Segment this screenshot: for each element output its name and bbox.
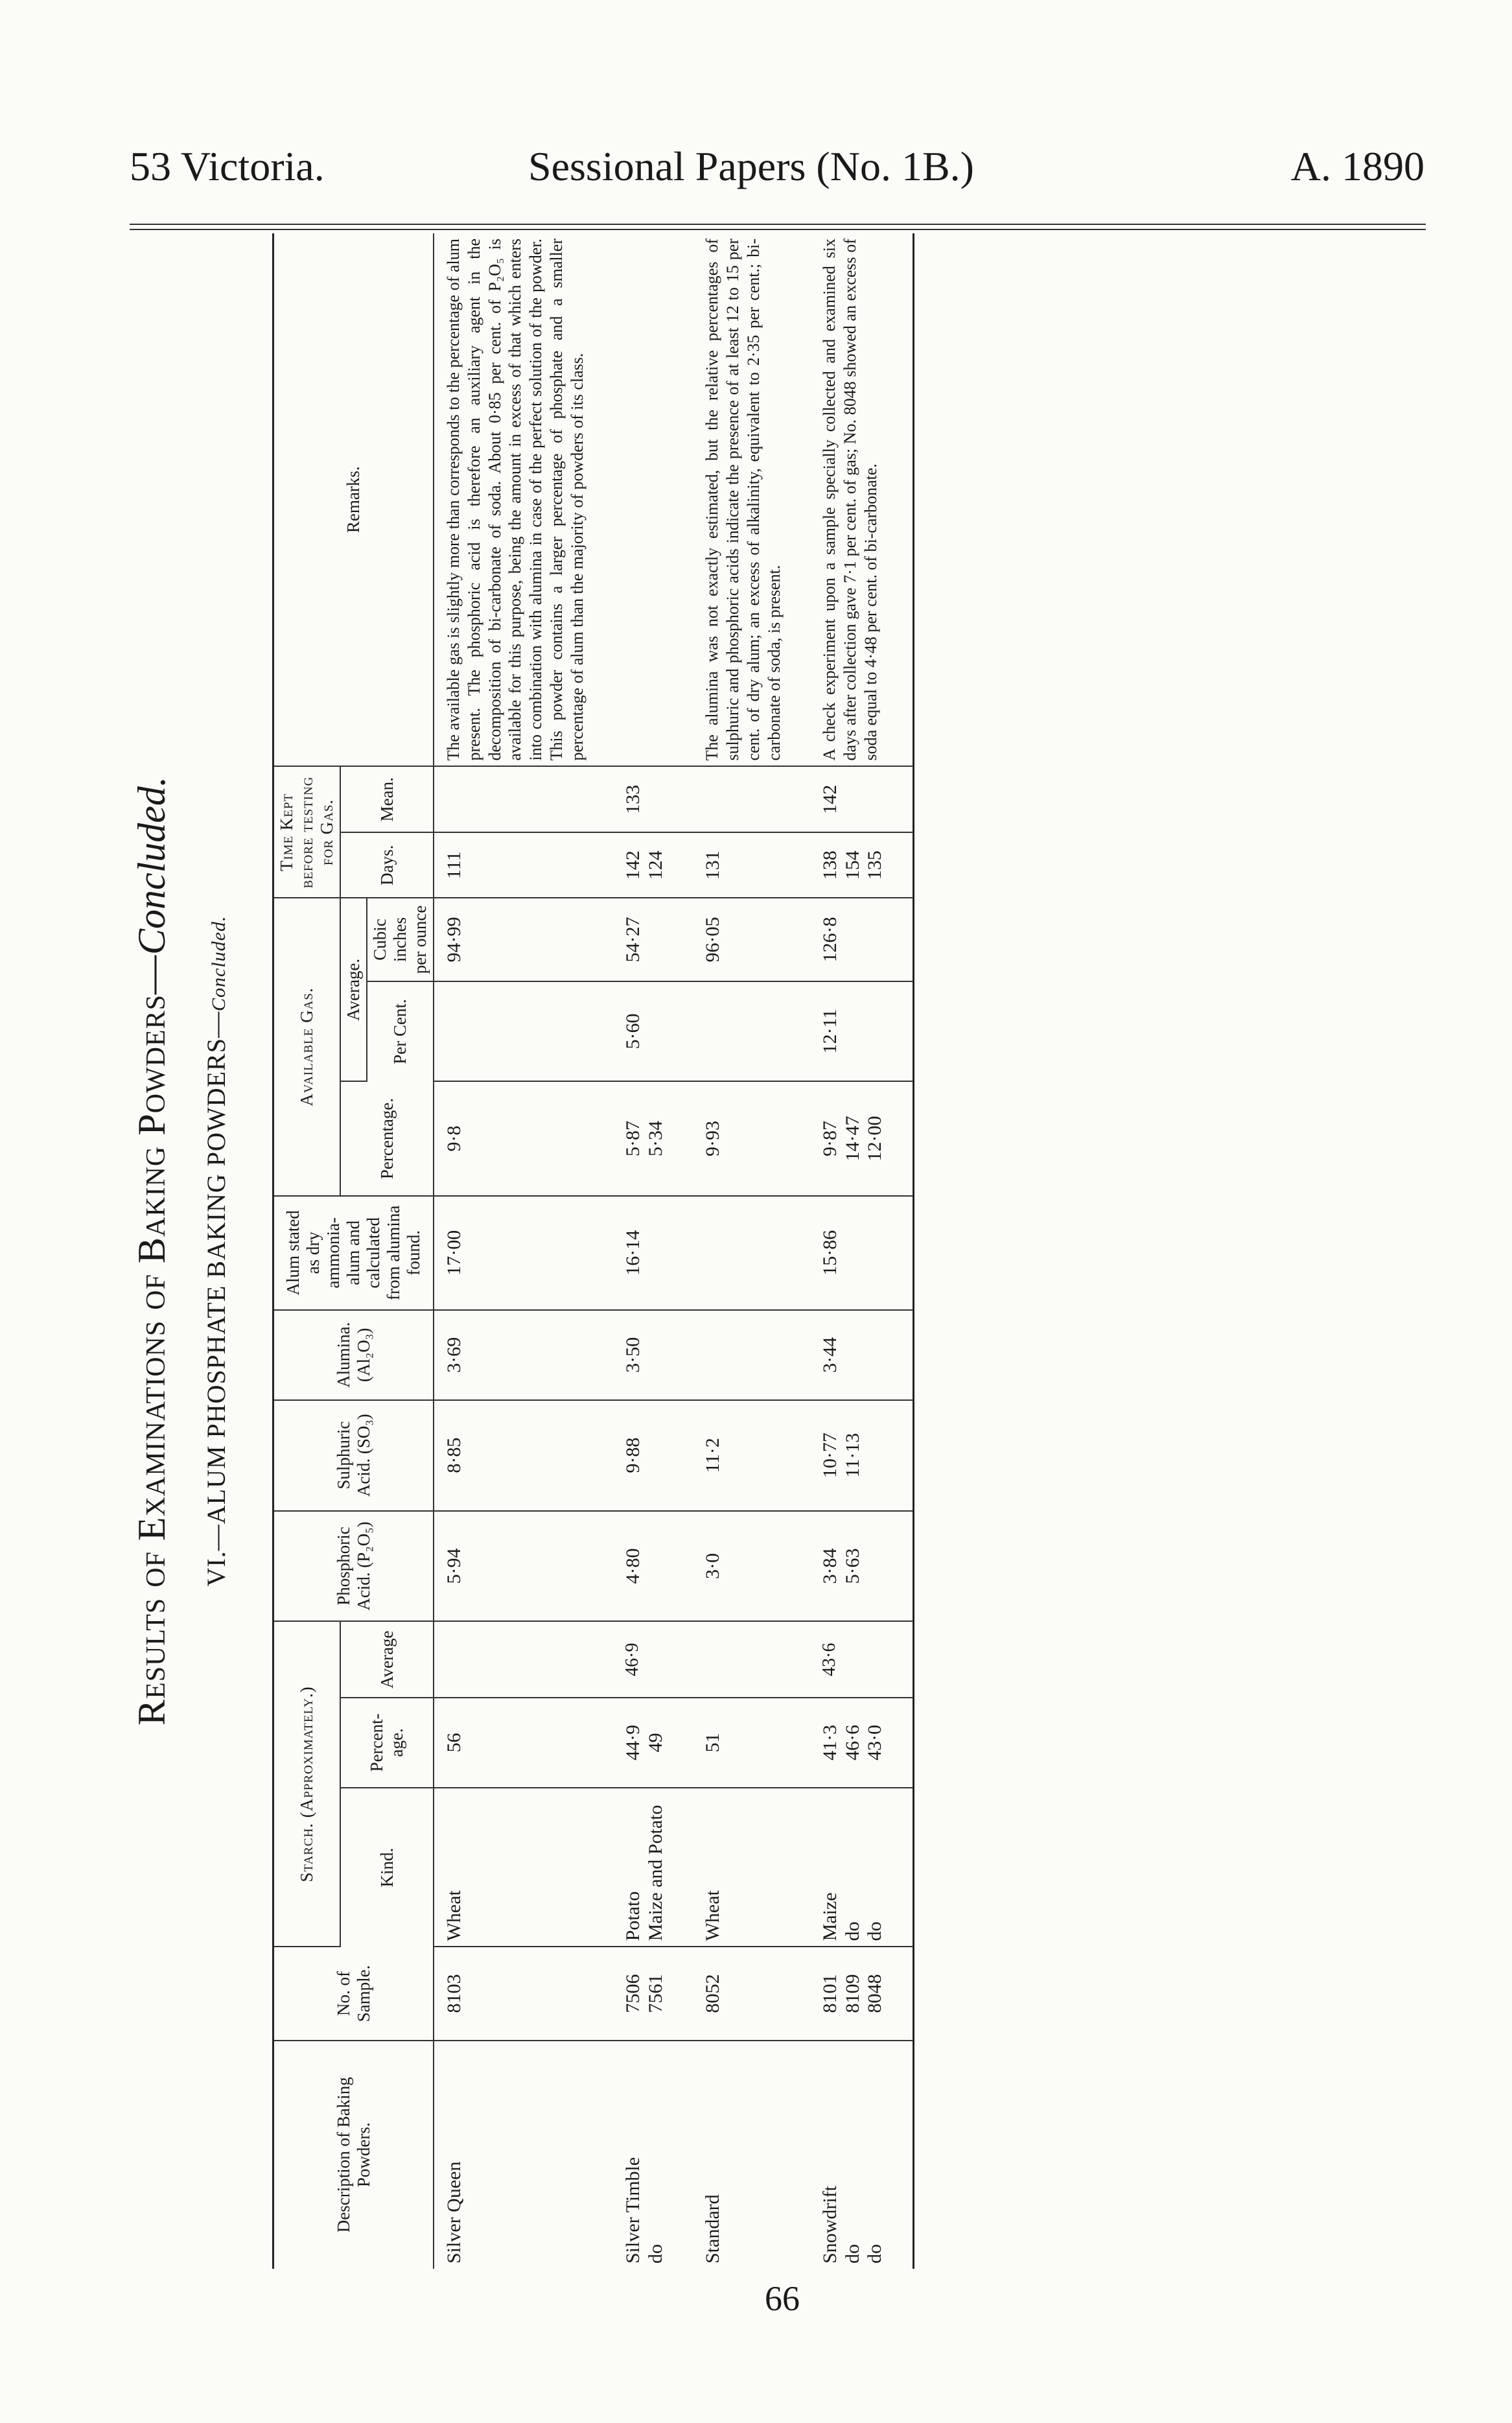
results-table bbox=[272, 233, 914, 2269]
header-rule bbox=[130, 224, 1426, 225]
cell-days-kept-line: 138 bbox=[819, 850, 841, 880]
cell-starch-kind bbox=[613, 1788, 693, 1947]
subtitle-concluded: Concluded. bbox=[208, 915, 229, 1012]
cell-sample-no bbox=[693, 1947, 810, 2040]
cell-gas-percentage-line: 5·34 bbox=[644, 1121, 666, 1157]
cell-remarks: A check experiment upon a sample specially collected and examined six days after collection gave 7·1 per cent. of gas; No. 8048 showed an excess of soda equal to 4·48 per cent. of bi-carbonate. bbox=[810, 233, 913, 767]
col-remarks: Remarks. bbox=[273, 233, 434, 767]
cell-alumina-line: 3·44 bbox=[819, 1337, 841, 1373]
cell-description-line: Standard bbox=[702, 2194, 724, 2264]
cell-mean-days bbox=[434, 767, 613, 832]
cell-sulphuric-acid bbox=[434, 1400, 613, 1511]
cell-description bbox=[434, 2041, 613, 2269]
cell-starch-kind-line: Wheat bbox=[443, 1890, 465, 1941]
table-row bbox=[693, 233, 810, 2269]
cell-phosphoric-acid-line: 5·63 bbox=[841, 1548, 863, 1584]
rotated-table-block bbox=[130, 233, 1432, 2269]
cell-starch-percentage-line: 51 bbox=[702, 1733, 724, 1753]
cell-days-kept bbox=[810, 832, 913, 898]
cell-gas-percentage-line: 14·47 bbox=[841, 1116, 863, 1162]
table-row bbox=[810, 233, 913, 2269]
table-row bbox=[434, 233, 613, 2269]
cell-sample-no-line: 8103 bbox=[443, 1974, 465, 2013]
cell-starch-percentage bbox=[434, 1698, 613, 1788]
cell-starch-percentage-line: 56 bbox=[443, 1733, 465, 1753]
cell-mean-days: 133 bbox=[613, 767, 693, 832]
title-main: Results of Examinations of Baking Powders— bbox=[130, 955, 173, 1726]
cell-starch-percentage bbox=[693, 1698, 810, 1788]
col-average: Average bbox=[340, 1621, 434, 1697]
cell-gas-percentage-line: 9·8 bbox=[443, 1125, 465, 1152]
cell-alum bbox=[810, 1196, 913, 1310]
cell-alumina-line: 3·69 bbox=[443, 1337, 465, 1373]
cell-starch-kind-line: Maize and Potato bbox=[644, 1805, 666, 1941]
cell-description bbox=[810, 2041, 913, 2269]
cell-starch-percentage-line: 46·6 bbox=[841, 1724, 863, 1761]
cell-sulphuric-acid-line: 9·88 bbox=[622, 1437, 644, 1473]
cell-gas-average-pct bbox=[693, 981, 810, 1082]
header-right: A. 1890 bbox=[1290, 143, 1425, 189]
cell-sample-no-line: 8052 bbox=[702, 1974, 724, 2013]
cell-gas-average-pct bbox=[434, 981, 613, 1082]
cell-alum bbox=[693, 1196, 810, 1310]
cell-gas-average-pct: 12·11 bbox=[810, 981, 913, 1082]
title-concluded: Concluded. bbox=[130, 777, 173, 955]
page-number: 66 bbox=[765, 2279, 800, 2318]
cell-sample-no-line: 7506 bbox=[622, 1974, 644, 2013]
cell-days-kept-line: 135 bbox=[864, 850, 886, 880]
col-alumina: Alumina. (Al₂O₃) bbox=[273, 1310, 434, 1400]
cell-mean-days bbox=[693, 767, 810, 832]
cell-mean-days: 142 bbox=[810, 767, 913, 832]
cell-alum-line: 15·86 bbox=[819, 1230, 841, 1276]
cell-starch-kind-line: do bbox=[841, 1921, 863, 1941]
cell-starch-kind-line: Potato bbox=[622, 1891, 644, 1941]
subtitle-main: VI.—ALUM PHOSPHATE BAKING POWDERS— bbox=[202, 1011, 231, 1587]
cell-sample-no bbox=[613, 1947, 693, 2040]
cell-sample-no-line: 8048 bbox=[864, 1974, 886, 2013]
cell-gas-percentage-line: 5·87 bbox=[622, 1121, 644, 1157]
cell-days-kept-line: 111 bbox=[443, 851, 465, 880]
cell-gas-percentage bbox=[693, 1081, 810, 1195]
cell-sulphuric-acid bbox=[810, 1400, 913, 1511]
cell-gas-percentage bbox=[613, 1081, 693, 1195]
cell-description bbox=[693, 2041, 810, 2269]
cell-phosphoric-acid bbox=[434, 1511, 613, 1622]
cell-description-line: Silver Timble bbox=[622, 2157, 644, 2264]
cell-starch-percentage-line: 43·0 bbox=[864, 1724, 886, 1761]
cell-gas-percentage-line: 9·93 bbox=[702, 1121, 724, 1157]
header-left: 53 Victoria. bbox=[130, 143, 325, 189]
cell-starch-kind bbox=[693, 1788, 810, 1947]
cell-starch-percentage bbox=[810, 1698, 913, 1788]
cell-alum-line: 16·14 bbox=[622, 1230, 644, 1276]
cell-starch-average: 46·9 bbox=[613, 1621, 693, 1697]
cell-sample-no-line: 7561 bbox=[644, 1974, 666, 2013]
cell-sample-no bbox=[434, 1947, 613, 2040]
cell-alumina bbox=[810, 1310, 913, 1400]
cell-gas-percentage-line: 9·87 bbox=[819, 1121, 841, 1157]
cell-gas-percentage-line: 12·00 bbox=[864, 1116, 886, 1162]
col-gas-percentage: Percentage. bbox=[340, 1081, 434, 1195]
cell-gas-percentage bbox=[434, 1081, 613, 1195]
cell-alumina bbox=[613, 1310, 693, 1400]
cell-phosphoric-acid-line: 4·80 bbox=[622, 1548, 644, 1584]
section-subtitle bbox=[201, 233, 231, 2269]
cell-phosphoric-acid bbox=[693, 1511, 810, 1622]
page-title bbox=[130, 233, 174, 2269]
col-sulphuric-acid: Sulphuric Acid. (SO₃) bbox=[273, 1400, 434, 1511]
col-description: Description of Baking Powders. bbox=[273, 2041, 434, 2269]
cell-remarks: The alumina was not exactly estimated, but the relative percentages of sulphuric and phosphoric acids indicate the presence of at least 12 to 15 per cent. of dry alum; an excess of alkalinity, equivalent to 2·35 per cent.; bi-carbonate of soda, is present. bbox=[693, 233, 810, 767]
cell-phosphoric-acid-line: 3·84 bbox=[819, 1548, 841, 1584]
cell-sample-no-line: 8101 bbox=[819, 1974, 841, 2013]
cell-description-line: do bbox=[644, 2244, 666, 2264]
cell-sample-no bbox=[810, 1947, 913, 2040]
cell-days-kept bbox=[613, 832, 693, 898]
cell-phosphoric-acid bbox=[613, 1511, 693, 1622]
cell-days-kept-line: 142 bbox=[622, 850, 644, 880]
cell-description-line: do bbox=[841, 2244, 863, 2264]
cell-starch-average: 43·6 bbox=[810, 1621, 913, 1697]
cell-starch-kind-line: Maize bbox=[819, 1892, 841, 1941]
cell-description-line: Snowdrift bbox=[819, 2186, 841, 2264]
col-available-gas: Available Gas. bbox=[273, 898, 341, 1195]
col-alum: Alum stated as dry ammonia-alum and calculated from alumina found. bbox=[273, 1196, 434, 1310]
col-per-cent: Per Cent. bbox=[367, 981, 434, 1082]
cell-gas-percentage bbox=[810, 1081, 913, 1195]
cell-sulphuric-acid-line: 11·13 bbox=[841, 1433, 863, 1478]
col-phosphoric-acid: Phosphoric Acid. (P₂O₅) bbox=[273, 1511, 434, 1622]
cell-starch-kind-line: do bbox=[864, 1921, 886, 1941]
cell-starch-percentage-line: 49 bbox=[644, 1733, 666, 1753]
col-cubic-inches: Cubic inches per ounce bbox=[367, 898, 434, 981]
col-gas-average: Average. bbox=[340, 898, 367, 1081]
cell-gas-average-pct: 5·60 bbox=[613, 981, 693, 1082]
cell-alumina bbox=[693, 1310, 810, 1400]
col-starch: Starch. (Approximately.) bbox=[273, 1621, 341, 1947]
col-kind: Kind. bbox=[340, 1788, 434, 1947]
col-mean: Mean. bbox=[340, 767, 434, 832]
cell-starch-kind-line: Wheat bbox=[702, 1890, 724, 1941]
header-rule-double bbox=[130, 229, 1426, 230]
cell-starch-kind bbox=[434, 1788, 613, 1947]
table-row bbox=[613, 233, 693, 2269]
col-percentage: Percent-age. bbox=[340, 1698, 434, 1788]
cell-alumina bbox=[434, 1310, 613, 1400]
cell-starch-percentage-line: 44·9 bbox=[622, 1724, 644, 1761]
cell-alum bbox=[613, 1196, 693, 1310]
cell-description bbox=[613, 2041, 693, 2269]
cell-remarks bbox=[613, 233, 693, 767]
cell-days-kept bbox=[434, 832, 613, 898]
header-center: Sessional Papers (No. 1B.) bbox=[528, 143, 974, 189]
cell-sulphuric-acid bbox=[693, 1400, 810, 1511]
cell-alum bbox=[434, 1196, 613, 1310]
cell-phosphoric-acid-line: 5·94 bbox=[443, 1548, 465, 1584]
col-sample-no: No. of Sample. bbox=[273, 1947, 434, 2040]
cell-phosphoric-acid bbox=[810, 1511, 913, 1622]
cell-remarks: The available gas is slightly more than corresponds to the percentage of alum present. The phosphoric acid is therefore an auxiliary agent in the decomposition of bi-carbonate of soda. About 0·85 per cent. of P₂O₅ is available for this purpose, being the amount in excess of that which enters into combination with alumina in case of the perfect solution of the powder. This powder contains a larger percentage of phosphate and a smaller percentage of alum than the majority of powders of its class. bbox=[434, 233, 613, 767]
col-days: Days. bbox=[340, 832, 434, 898]
cell-days-kept-line: 131 bbox=[702, 850, 724, 880]
cell-phosphoric-acid-line: 3·0 bbox=[702, 1553, 724, 1580]
cell-days-kept bbox=[693, 832, 810, 898]
cell-days-kept-line: 154 bbox=[841, 850, 863, 880]
cell-alumina-line: 3·50 bbox=[622, 1337, 644, 1373]
col-time-kept: Time Kept before testing for Gas. bbox=[273, 767, 341, 898]
cell-sulphuric-acid-line: 8·85 bbox=[443, 1437, 465, 1473]
cell-sample-no-line: 8109 bbox=[841, 1974, 863, 2013]
cell-starch-percentage-line: 41·3 bbox=[819, 1724, 841, 1761]
cell-description-line: Silver Queen bbox=[443, 2161, 465, 2264]
cell-alum-line: 17·00 bbox=[443, 1230, 465, 1276]
cell-starch-average bbox=[693, 1621, 810, 1697]
cell-sulphuric-acid-line: 11·2 bbox=[702, 1438, 724, 1473]
cell-starch-average bbox=[434, 1621, 613, 1697]
cell-sulphuric-acid bbox=[613, 1400, 693, 1511]
cell-gas-cubic-inches: 96·05 bbox=[693, 898, 810, 981]
cell-sulphuric-acid-line: 10·77 bbox=[819, 1433, 841, 1479]
cell-description-line: do bbox=[864, 2244, 886, 2264]
cell-days-kept-line: 124 bbox=[644, 850, 666, 880]
cell-gas-cubic-inches: 54·27 bbox=[613, 898, 693, 981]
cell-starch-percentage bbox=[613, 1698, 693, 1788]
cell-starch-kind bbox=[810, 1788, 913, 1947]
cell-gas-cubic-inches: 126·8 bbox=[810, 898, 913, 981]
cell-gas-cubic-inches: 94·99 bbox=[434, 898, 613, 981]
results-body bbox=[434, 233, 913, 2269]
